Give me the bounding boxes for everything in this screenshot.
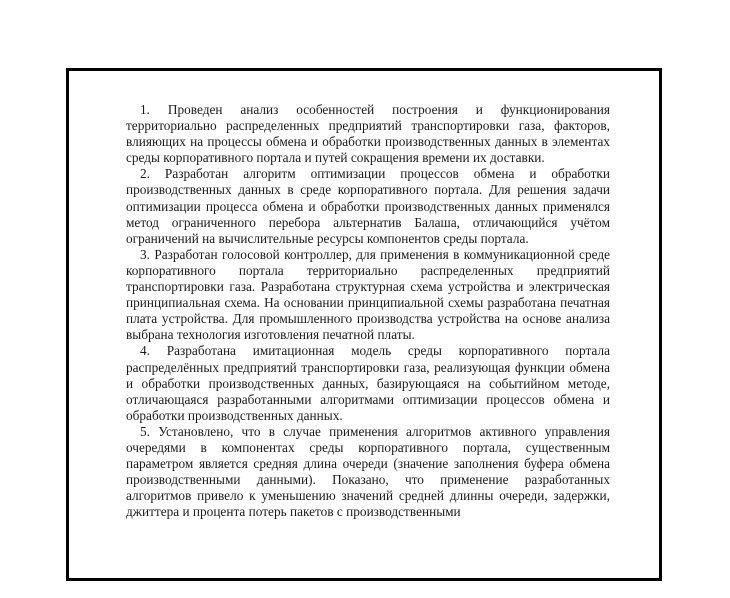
paragraph-2: 2. Разработан алгоритм оптимизации процессов обмена и обработки производственных данных в среде корпоративного портала. Для решения задачи оптимизации процесса обмена и обработки производственных данных применялся метод ограниченного перебора альтернатив Балаша, отличающийся учётом ограничений на вычислительные ресурсы компонентов среды портала.: [126, 166, 610, 246]
paragraph-1: 1. Проведен анализ особенностей построения и функционирования территориально распределенных предприятий транспортировки газа, факторов, влияющих на процессы обмена и обработки производственных данных в элементах среды корпоративного портала и путей сокращения времени их доставки.: [126, 102, 610, 166]
document-body: [126, 102, 610, 520]
paragraph-4: 4. Разработана имитационная модель среды корпоративного портала распределённых предприятий транспортировки газа, реализующая функции обмена и обработки производственных данных, базирующаяся на событийном методе, отличающаяся разработанными алгоритмами оптимизации процессов обмена и обработки производственных данных.: [126, 343, 610, 423]
page-frame: [66, 68, 662, 581]
paragraph-5: 5. Установлено, что в случае применения алгоритмов активного управления очередями в компонентах среды корпоративного портала, существенным параметром является средняя длина очереди (значение заполнения буфера обмена производственными данными). Показано, что применение разработанных алгоритмов привело к уменьшению значений средней длинны очереди, задержки, джиттера и процента потерь пакетов с производственными: [126, 423, 610, 520]
paragraph-3: 3. Разработан голосовой контроллер, для применения в коммуникационной среде корпоративного портала территориально распределенных предприятий транспортировки газа. Разработана структурная схема устройства и электрическая принципиальная схема. На основании принципиальной схемы разработана печатная плата устройства. Для промышленного производства устройства на основе анализа выбрана технология изготовления печатной платы.: [126, 246, 610, 343]
